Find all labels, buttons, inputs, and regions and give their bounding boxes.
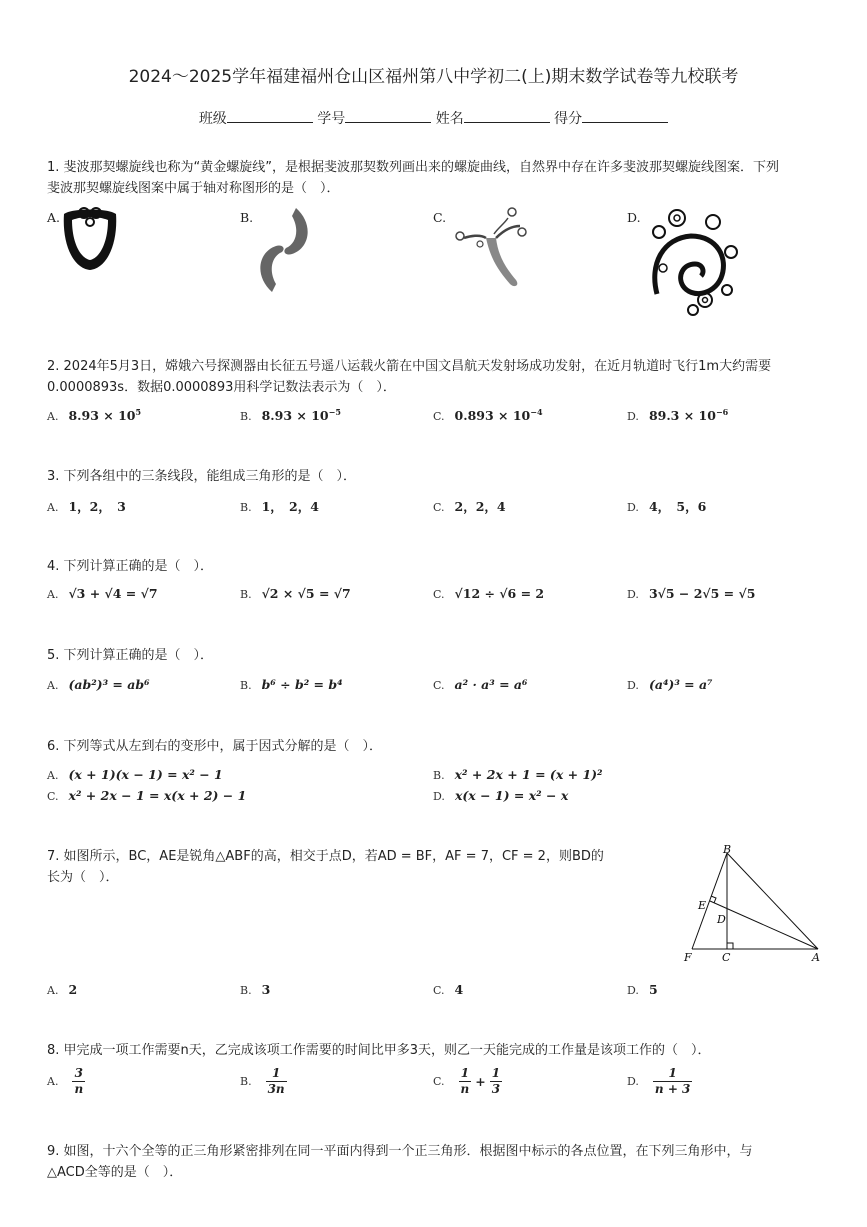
q6-option-c[interactable]: C. x² + 2x − 1 = x(x + 2) − 1	[47, 788, 247, 803]
label-e: E	[698, 899, 707, 912]
q6-option-d[interactable]: D. x(x − 1) = x² − x	[433, 788, 569, 803]
altitude-ae	[710, 901, 818, 949]
q1-option-a-label[interactable]: A.	[47, 210, 61, 225]
edge-ba	[727, 853, 818, 949]
q7-option-d[interactable]: D. 5	[627, 982, 658, 997]
q7-option-c[interactable]: C. 4	[433, 982, 464, 997]
q4-option-a[interactable]: A. √3 + √4 = √7	[47, 586, 158, 601]
q8-option-c[interactable]: C. $\frac{1}{n}$ + $\frac{1}{3}$	[433, 1066, 501, 1096]
q5-option-c[interactable]: C. a² · a³ = a⁶	[433, 677, 528, 692]
q6-option-a[interactable]: A. (x + 1)(x − 1) = x² − 1	[47, 767, 223, 782]
name-label: 姓名	[435, 111, 464, 127]
label-d: D	[717, 913, 726, 926]
id-label: 学号	[317, 111, 346, 127]
q5-option-d[interactable]: D. (a⁴)³ = a⁷	[627, 677, 713, 692]
question-1-stem: 1. 斐波那契螺旋线也称为“黄金螺旋线”，是根据斐波那契数列画出来的螺旋曲线，自然界中存在许多斐波那契螺旋线图案．下列 斐波那契螺旋线图案中属于轴对称图形的是（ ）．	[47, 160, 780, 196]
q3-option-c[interactable]: C. 2，2，4	[433, 499, 506, 514]
q2-option-b[interactable]: B. $8.93 \times 10^{-5}$	[240, 407, 341, 424]
q1-figure-d	[643, 204, 743, 318]
question-5-stem: 5. 下列计算正确的是（ ）．	[47, 648, 214, 663]
label-f: F	[684, 951, 692, 964]
q5-option-a[interactable]: A. (ab²)³ = ab⁶	[47, 677, 150, 692]
q2-option-c[interactable]: C. $0.893 \times 10^{-4}$	[433, 407, 543, 424]
question-2-stem: 2. 2024年5月3日，嫦娥六号探测器由长征五号遥八运载火箭在中国文昌航天发射场成功发射，在近月轨道时飞行1m大约需要 0.0000893s．数据0.0000893用科学记数法表示为（ ）．	[47, 359, 772, 395]
score-label: 得分	[554, 111, 583, 127]
q1-option-c-label[interactable]: C.	[433, 210, 447, 225]
q8-option-d[interactable]: D. $\frac{1}{n + 3}$	[627, 1066, 691, 1096]
q2-option-a[interactable]: A. $8.93 \times 10^5$	[47, 407, 142, 424]
page-title: 2024～2025学年福建福州仓山区福州第八中学初二(上)期末数学试卷等九校联考	[128, 67, 739, 87]
q6-option-b[interactable]: B. x² + 2x + 1 = (x + 1)²	[433, 767, 603, 782]
right-angle-c	[727, 943, 733, 949]
q2-option-d[interactable]: D. $89.3 \times 10^{-6}$	[627, 407, 729, 424]
q3-option-d[interactable]: D. 4， 5，6	[627, 499, 707, 514]
question-6-stem: 6. 下列等式从左到右的变形中，属于因式分解的是（ ）．	[47, 739, 383, 754]
q3-option-a[interactable]: A. 1，2， 3	[47, 499, 126, 514]
question-3-stem: 3. 下列各组中的三条线段，能组成三角形的是（ ）．	[47, 469, 357, 484]
name-blank[interactable]	[464, 108, 550, 123]
q4-option-d[interactable]: D. 3√5 − 2√5 = √5	[627, 586, 756, 601]
question-4-stem: 4. 下列计算正确的是（ ）．	[47, 559, 214, 574]
question-7-stem: 7. 如图所示，BC，AE是锐角△ABF的高，相交于点D，若AD = BF，AF = 7，CF = 2，则BD的 长为（ ）．	[47, 849, 604, 885]
q1-figure-a	[58, 202, 122, 274]
class-blank[interactable]	[227, 108, 313, 123]
score-blank[interactable]	[582, 108, 668, 123]
question-8-stem: 8. 甲完成一项工作需要n天，乙完成该项工作需要的时间比甲多3天，则乙一天能完成的工作量是该项工作的（ ）．	[47, 1043, 711, 1058]
q1-option-b-label[interactable]: B.	[240, 210, 254, 225]
label-b: B	[723, 843, 732, 856]
q4-option-c[interactable]: C. √12 ÷ √6 = 2	[433, 586, 545, 601]
q3-option-b[interactable]: B. 1， 2，4	[240, 499, 319, 514]
question-9-stem: 9. 如图，十六个全等的正三角形紧密排列在同一平面内得到一个正三角形．根据图中标示的各点位置，在下列三角形中，与 △ACD全等的是（ ）．	[47, 1144, 753, 1180]
q5-option-b[interactable]: B. b⁶ ÷ b² = b⁴	[240, 677, 343, 692]
id-blank[interactable]	[345, 108, 431, 123]
q4-option-b[interactable]: B. √2 × √5 = √7	[240, 586, 351, 601]
q1-figure-c	[450, 204, 532, 288]
q7-option-a[interactable]: A. 2	[47, 982, 78, 997]
student-info-line	[0, 108, 867, 128]
q7-option-b[interactable]: B. 3	[240, 982, 271, 997]
class-label: 班级	[198, 111, 227, 127]
label-a: A	[812, 951, 820, 964]
q1-figure-b	[252, 204, 316, 296]
q8-option-b[interactable]: B. $\frac{1}{3n}$	[240, 1066, 285, 1096]
q7-triangle-figure	[680, 843, 830, 967]
q8-option-a[interactable]: A. $\frac{3}{n}$	[47, 1066, 84, 1096]
q1-option-d-label[interactable]: D.	[627, 210, 641, 225]
label-c: C	[722, 951, 731, 964]
